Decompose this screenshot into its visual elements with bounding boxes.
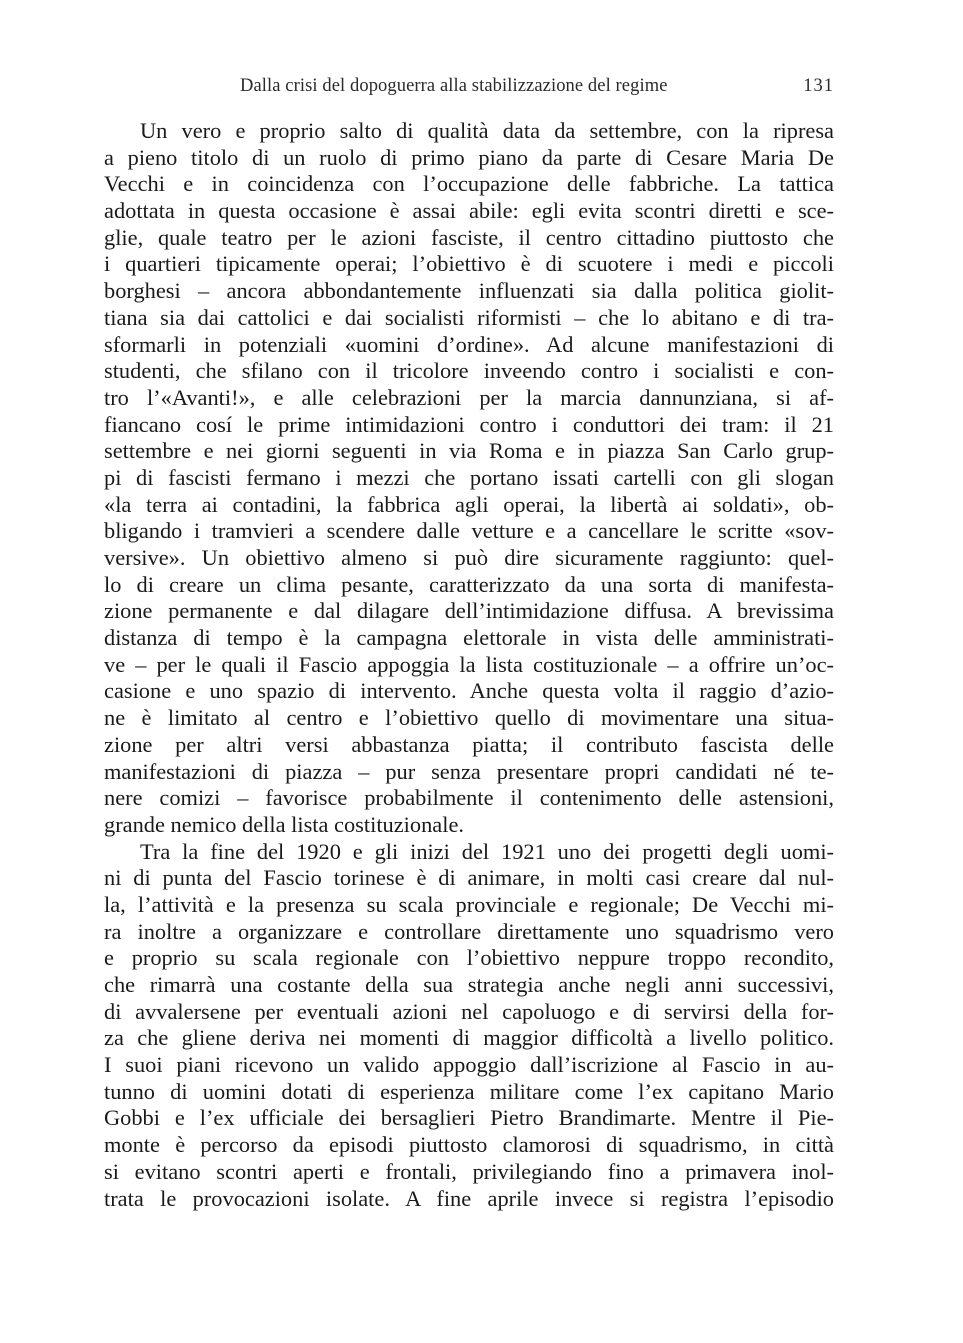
text-line: che rimarrà una costante della sua strategia anche negli anni successivi, — [104, 972, 834, 997]
running-title: Dalla crisi del dopoguerra alla stabilizzazione del regime — [240, 76, 668, 96]
text-line: pi di fascisti fermano i mezzi che portano issati cartelli con gli slogan — [104, 464, 834, 490]
text-line: fiancano cosí le prime intimidazioni contro i conduttori dei tram: il 21 — [104, 411, 834, 437]
text-line: sformarli in potenziali «uomini d’ordine». Ad alcune manifestazioni di — [104, 331, 834, 357]
text-line: si evitano scontri aperti e frontali, privilegiando fino a primavera inol- — [104, 1158, 834, 1184]
text-line: nere comizi – favorisce probabilmente il contenimento delle astensioni, — [104, 785, 834, 811]
text-line: a pieno titolo di un ruolo di primo piano da parte di Cesare Maria De — [104, 144, 834, 170]
text-line: bligando i tramvieri a scendere dalle vetture e a cancellare le scritte «sov- — [104, 518, 834, 544]
text-line: settembre e nei giorni seguenti in via Roma e in piazza San Carlo grup- — [104, 438, 834, 464]
text-line: «la terra ai contadini, la fabbrica agli operai, la libertà ai soldati», ob- — [104, 491, 834, 517]
text-line: glie, quale teatro per le azioni fasciste, il centro cittadino piuttosto che — [104, 224, 834, 250]
text-line: ne è limitato al centro e l’obiettivo quello di movimentare una situa- — [104, 705, 834, 731]
text-line: tiana sia dai cattolici e dai socialisti riformisti – che lo abitano e di tra- — [104, 304, 834, 330]
running-head — [104, 76, 834, 100]
text-line: Un vero e proprio salto di qualità data da settembre, con la ripresa — [140, 118, 834, 143]
text-line: zione permanente e dal dilagare dell’intimidazione diffusa. A brevissima — [104, 598, 834, 624]
text-line: studenti, che sfilano con il tricolore inveendo contro i socialisti e con- — [104, 358, 834, 384]
text-line: zione per altri versi abbastanza piatta; il contributo fascista delle — [104, 731, 834, 757]
text-line: casione e uno spazio di intervento. Anche questa volta il raggio d’azio- — [104, 678, 834, 704]
text-line: za che gliene deriva nei momenti di maggior difficoltà a livello politico. — [104, 1025, 834, 1051]
page-number: 131 — [803, 76, 834, 96]
text-line: tunno di uomini dotati di esperienza militare come l’ex capitano Mario — [104, 1078, 834, 1104]
text-line: di avvalersene per eventuali azioni nel capoluogo e di servirsi della for- — [104, 998, 834, 1024]
text-line: ve – per le quali il Fascio appoggia la lista costituzionale – a offrire un’oc- — [104, 651, 834, 677]
text-line: e proprio su scala regionale con l’obiettivo neppure troppo recondito, — [104, 945, 834, 971]
text-line: versive». Un obiettivo almeno si può dire sicuramente raggiunto: quel- — [104, 545, 834, 570]
text-line: lo di creare un clima pesante, caratterizzato da una sorta di manifesta- — [104, 571, 834, 597]
text-line: Gobbi e l’ex ufficiale dei bersaglieri Pietro Brandimarte. Mentre il Pie- — [104, 1105, 834, 1131]
paragraph-2 — [104, 839, 834, 1213]
text-line: monte è percorso da episodi piuttosto clamorosi di squadrismo, in città — [104, 1132, 834, 1158]
text-line: manifestazioni di piazza – pur senza presentare propri candidati né te- — [104, 758, 834, 784]
text-line: borghesi – ancora abbondantemente influenzati sia dalla politica giolit- — [104, 278, 834, 304]
text-line: adottata in questa occasione è assai abile: egli evita scontri diretti e sce- — [104, 198, 834, 224]
text-line: ra inoltre a organizzare e controllare direttamente uno squadrismo vero — [104, 918, 834, 944]
text-line: Vecchi e in coincidenza con l’occupazione delle fabbriche. La tattica — [104, 171, 834, 197]
text-line: tro l’«Avanti!», e alle celebrazioni per la marcia dannunziana, si af- — [104, 384, 834, 410]
text-line: Tra la fine del 1920 e gli inizi del 1921 uno dei progetti degli uomi- — [140, 838, 834, 864]
text-line: distanza di tempo è la campagna elettorale in vista delle amministrati- — [104, 625, 834, 651]
text-line: ni di punta del Fascio torinese è di animare, in molti casi creare dal nul- — [104, 865, 834, 891]
paragraph-1 — [104, 118, 834, 839]
text-line: trata le provocazioni isolate. A fine aprile invece si registra l’episodio — [104, 1185, 834, 1211]
text-line: i quartieri tipicamente operai; l’obiettivo è di scuotere i medi e piccoli — [104, 251, 834, 277]
body-text — [104, 118, 834, 1212]
text-line: grande nemico della lista costituzionale. — [104, 811, 464, 837]
text-line: la, l’attività e la presenza su scala provinciale e regionale; De Vecchi mi- — [104, 891, 834, 917]
text-line: I suoi piani ricevono un valido appoggio dall’iscrizione al Fascio in au- — [104, 1052, 834, 1078]
